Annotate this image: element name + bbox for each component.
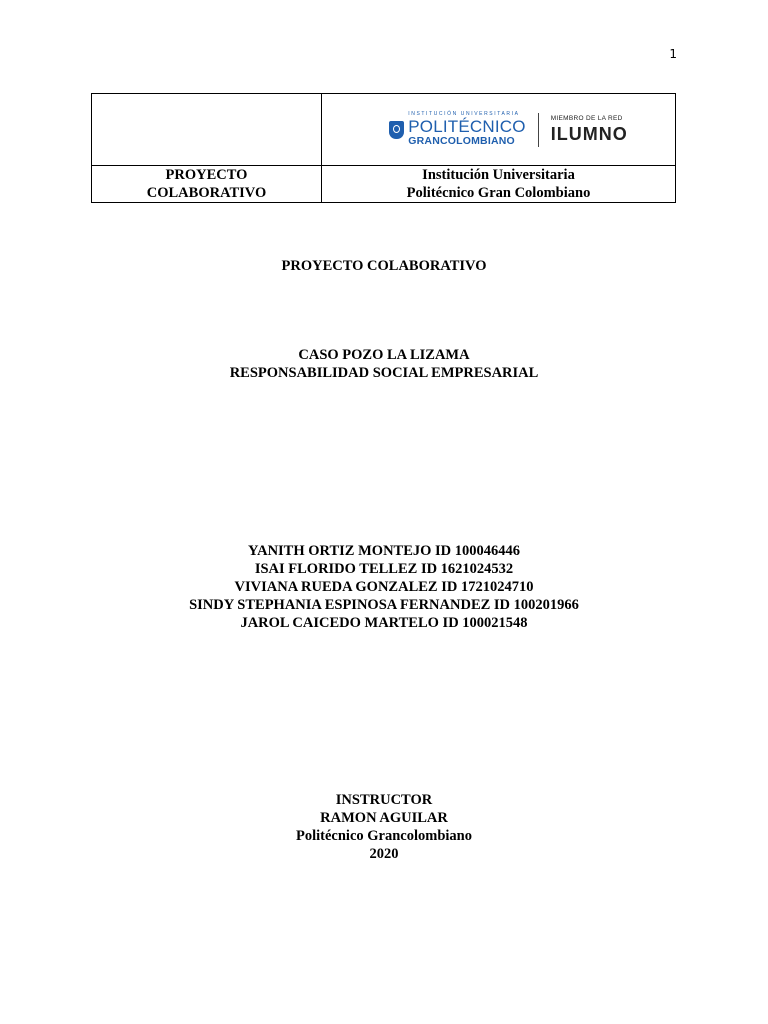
logo-poli-small-text: INSTITUCIÓN UNIVERSITARIA [408, 111, 520, 118]
header-logo-row [92, 94, 676, 166]
author-line: VIVIANA RUEDA GONZALEZ ID 1721024710 [234, 579, 534, 595]
header-left-line2: COLABORATIVO [146, 185, 267, 201]
header-right-line2: Politécnico Gran Colombiano [406, 185, 591, 201]
author-line: SINDY STEPHANIA ESPINOSA FERNANDEZ ID 100201966 [189, 597, 579, 613]
instructor-institution: Politécnico Grancolombiano [296, 828, 472, 844]
header-text-row [92, 166, 676, 203]
logo-poli-main-text: POLITÉCNICO [408, 117, 526, 137]
shield-icon [389, 121, 404, 139]
authors-list [0, 542, 768, 632]
case-title-line1: CASO POZO LA LIZAMA [298, 347, 470, 363]
header-table [91, 93, 676, 203]
header-left-line1: PROYECTO [165, 167, 248, 183]
instructor-name: RAMON AGUILAR [320, 810, 448, 826]
page-number: 1 [669, 47, 677, 61]
document-title-block [0, 257, 768, 275]
case-title-line2: RESPONSABILIDAD SOCIAL EMPRESARIAL [229, 365, 539, 381]
case-title-block [0, 346, 768, 382]
logo-ilumno-small-text: MIEMBRO DE LA RED [550, 114, 623, 122]
logo-poli-sub-text: GRANCOLOMBIANO [408, 135, 515, 148]
author-line: JAROL CAICEDO MARTELO ID 100021548 [240, 615, 528, 631]
header-right-cell [322, 166, 676, 203]
header-left-cell [92, 166, 322, 203]
document-title: PROYECTO COLABORATIVO [281, 258, 487, 274]
author-line: YANITH ORTIZ MONTEJO ID 100046446 [247, 543, 521, 559]
header-right-line1: Institución Universitaria [422, 167, 575, 183]
document-year: 2020 [369, 846, 399, 862]
author-line: ISAI FLORIDO TELLEZ ID 1621024532 [254, 561, 514, 577]
institution-logos [322, 94, 675, 165]
instructor-block [0, 791, 768, 863]
header-empty-cell [92, 94, 322, 166]
logo-ilumno-main-text: ILUMNO [550, 124, 628, 145]
instructor-heading: INSTRUCTOR [335, 792, 433, 808]
ilumno-logo [551, 116, 628, 144]
header-logo-cell [322, 94, 676, 166]
logo-divider [538, 113, 539, 147]
politecnico-logo [389, 112, 525, 147]
